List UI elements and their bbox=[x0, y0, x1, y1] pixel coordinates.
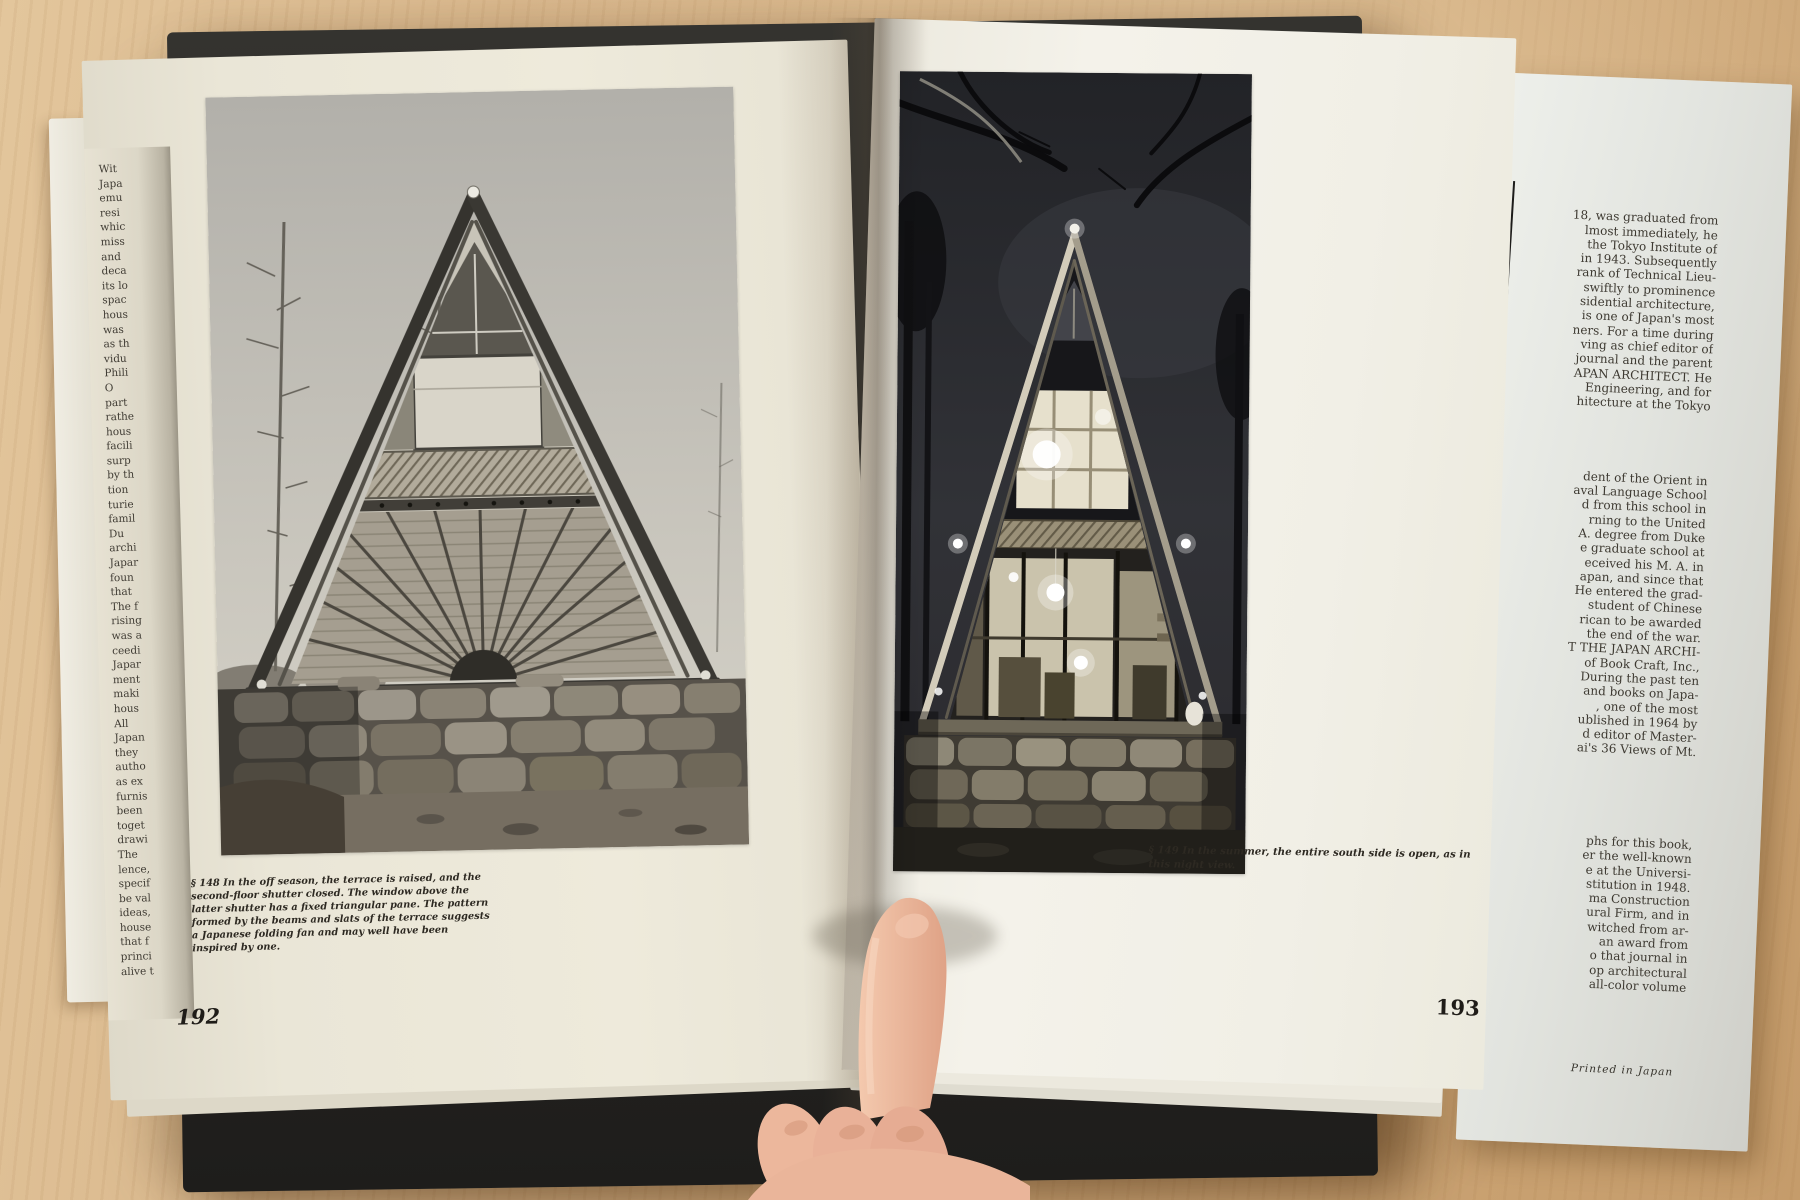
photo-aframe-night bbox=[893, 71, 1252, 874]
caption-148: § 148 In the off season, the terrace is raised, and the second-floor shutter closed. The window above the latter shutter has a fixed triangular pane. The pattern formed by the beams and slats of the terrace suggests a Japanese folding fan and may well have been inspired by one. bbox=[190, 871, 490, 955]
photo-aframe-day bbox=[205, 87, 749, 856]
page-number-192: 192 bbox=[176, 1003, 221, 1030]
printed-in-japan-note: Printed in Japan bbox=[1570, 1062, 1674, 1079]
jacket-flap-text bbox=[1472, 191, 1720, 1056]
flap-paragraph-3: phs for this book, er the well-known e at the Universi- stitution in 1948. ma Construction ural Firm, and in witched from ar- an award from o that journal in op architectural all-color volume bbox=[1582, 833, 1693, 995]
caption-149: § 149 In the summer, the entire south side is open, as in this night view. bbox=[1148, 844, 1471, 871]
page-number-193: 193 bbox=[1435, 994, 1481, 1021]
left-edge-clipped-text: Wit Japa emu resi whic miss and deca its lo spac hous was as th vidu Phili O part rathe hous facili surp by th tion turie famil Du archi Japar foun that The f rising was a ceedi Japar ment maki hous All Japan they autho as ex furnis been toget drawi The lence, specif be val ideas, house that f princi alive t bbox=[98, 162, 154, 978]
flap-paragraph-1: 18, was graduated from lmost immediately, he the Tokyo Institute of in 1943. Subsequently rank of Technical Lieu- swiftly to prominence sidential architecture, is one of Japan's most ners. For a time during ving as chief editor of journal and the parent APAN ARCHITECT. He Engineering, and for hitecture at the Tokyo bbox=[1572, 207, 1719, 414]
hand bbox=[700, 866, 1030, 1200]
flap-paragraph-2: dent of the Orient in aval Language School d from this school in rning to the United A. degree from Duke e graduate school at eceived his M. A. in apan, and since that He entered the grad- student of Chinese rican to be awarded the end of the war. T THE JAPAN ARCHI- of Book Craft, Inc., During the past ten and books on Japa- , one of the most ublished in 1964 by d editor of Master- ai's 36 Views of Mt. bbox=[1567, 468, 1708, 760]
